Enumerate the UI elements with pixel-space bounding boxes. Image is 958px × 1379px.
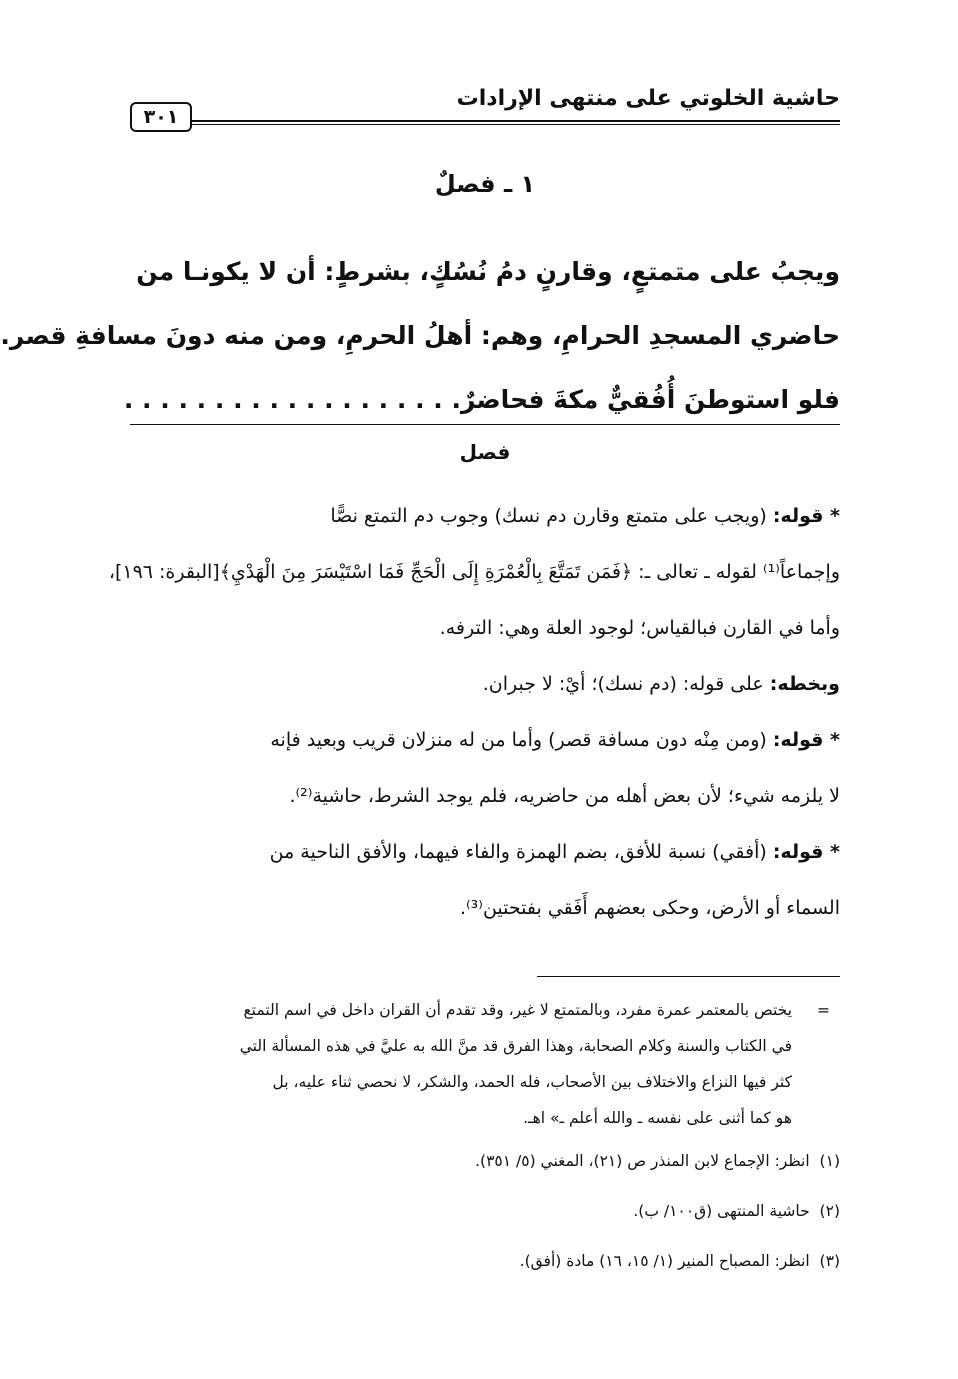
commentary-line	[130, 712, 840, 768]
footnote-continuation-line: = يختص بالمعتمر عمرة مفرد، وبالمتمتع لا غير، وقد تقدم أن القران داخل في اسم التمتع	[130, 992, 840, 1028]
footnote-text: حاشية المنتهى (ق١٠٠/ ب).	[633, 1202, 810, 1220]
commentary-line	[130, 880, 840, 936]
main-text-line: فلو استوطنَ أُفُقيٌّ مكةَ فحاضرٌ. . . . . . . . . . . . . . . . . . .	[123, 385, 840, 414]
main-text-line: حاضري المسجدِ الحرامِ، وهم: أهلُ الحرمِ، ومن منه دونَ مسافةِ قصر.	[0, 321, 840, 350]
commentary-line	[108, 544, 840, 600]
footnote-continuation-line: كثر فيها النزاع والاختلاف بين الأصحاب، فله الحمد، والشكر، لا نحصي ثناء عليه، بل	[272, 1073, 792, 1091]
footnote-number: (١)	[819, 1152, 840, 1170]
star-marker: *	[823, 841, 840, 863]
footnote-divider	[537, 976, 840, 977]
commentary-line	[130, 600, 840, 656]
header-rule-thin	[192, 124, 840, 125]
commentary-title: فصل	[459, 440, 511, 464]
commentary-text: (ويجب على متمتع وقارن دم نسك) وجوب دم التمتع نصًّا	[330, 505, 773, 527]
main-text-divider	[130, 424, 840, 425]
footnote	[130, 1136, 840, 1186]
footnotes	[130, 992, 840, 1286]
commentary-line	[130, 768, 840, 824]
page-header	[130, 82, 840, 130]
commentary-text: (أفقي) نسبة للأفق، بضم الهمزة والفاء فيهما، والأفق الناحية من	[269, 841, 773, 863]
commentary-line	[130, 656, 840, 712]
continuation-marker: =	[817, 1001, 830, 1019]
commentary-text: لا يلزمه شيء؛ لأن بعض أهله من حاضريه، فلم يوجد الشرط، حاشية⁽²⁾.	[289, 785, 840, 807]
book-title: حاشية الخلوتي على منتهى الإرادات	[456, 86, 840, 111]
commentary-text: وإجماعاً⁽¹⁾ لقوله ـ تعالى ـ: ﴿فَمَن تَمَتَّعَ بِالْعُمْرَةِ إِلَى الْحَجِّ فَمَا اسْتَيْسَرَ مِنَ الْهَدْيِ﴾[البقرة: ١٩٦]،	[108, 561, 840, 583]
footnote-continuation-line: في الكتاب والسنة وكلام الصحابة، وهذا الفرق قد منَّ الله به عليَّ في هذه المسألة التي	[239, 1037, 792, 1055]
main-text	[0, 240, 840, 432]
footnote-number: (٢)	[819, 1202, 840, 1220]
commentary-text: (ومن مِنْه دون مسافة قصر) وأما من له منزلان قريب وبعيد فإنه	[270, 729, 773, 751]
footnote	[130, 1236, 840, 1286]
commentary-lemma: قوله:	[772, 841, 824, 863]
commentary-lemma: وبخطه:	[769, 673, 840, 695]
commentary-text: وأما في القارن فبالقياس؛ لوجود العلة وهي: الترفه.	[439, 617, 840, 639]
commentary	[108, 488, 840, 936]
footnote	[130, 1186, 840, 1236]
commentary-lemma: قوله:	[772, 505, 824, 527]
commentary-line	[130, 488, 840, 544]
commentary-lemma: قوله:	[772, 729, 824, 751]
page-number: ٣٠١	[130, 102, 192, 132]
commentary-line	[130, 824, 840, 880]
section-title: ١ ـ فصلٌ	[434, 170, 536, 198]
main-text-line: ويجبُ على متمتعٍ، وقارنٍ دمُ نُسُكٍ، بشرطٍ: أن لا يكونـا من	[136, 257, 840, 286]
footnote-text: انظر: الإجماع لابن المنذر ص (٢١)، المغني (٥/ ٣٥١).	[475, 1152, 810, 1170]
commentary-text: على قوله: (دم نسك)؛ أيْ: لا جبران.	[482, 673, 770, 695]
footnote-continuation-line: هو كما أثنى على نفسه ـ والله أعلم ـ» اهـ.	[523, 1109, 792, 1127]
footnote-number: (٣)	[819, 1252, 840, 1270]
commentary-text: السماء أو الأرض، وحكى بعضهم أَفَقي بفتحتين⁽³⁾.	[459, 897, 840, 919]
header-rule	[192, 120, 840, 122]
star-marker: *	[823, 505, 840, 527]
star-marker: *	[823, 729, 840, 751]
footnote-text: انظر: المصباح المنير (١/ ١٥، ١٦) مادة (أفق).	[519, 1252, 810, 1270]
